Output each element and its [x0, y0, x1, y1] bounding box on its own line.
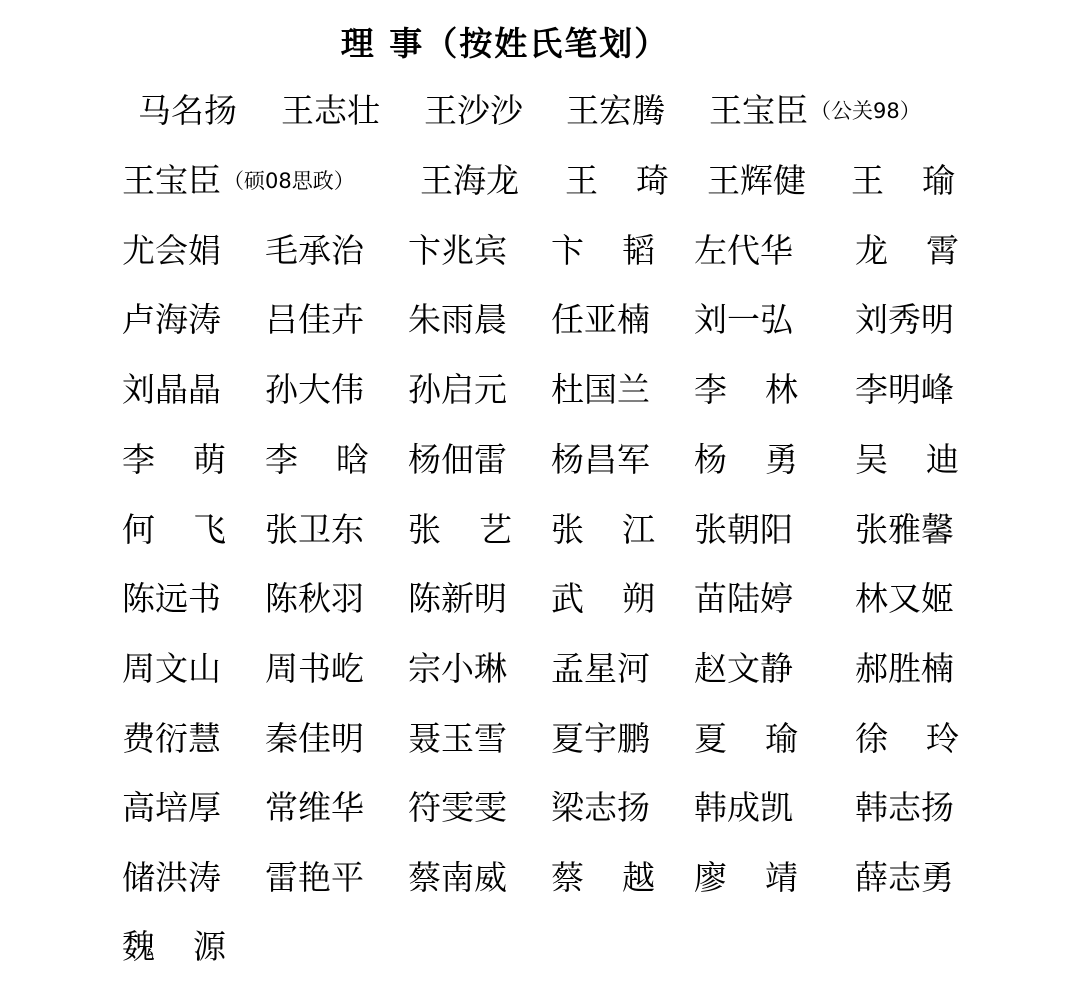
name-char: 龙 — [855, 231, 888, 270]
name-char: 李 — [122, 440, 155, 479]
name-text: 马名扬 — [138, 91, 237, 130]
name-char: 江 — [622, 510, 655, 549]
name-text: 毛承治 — [265, 231, 364, 270]
member-name — [265, 295, 364, 345]
name-text: 王海龙 — [420, 161, 519, 200]
roster-row — [0, 226, 1080, 276]
name-text: 王宏腾 — [566, 91, 665, 130]
name-text: 周文山 — [122, 649, 221, 688]
member-name — [565, 156, 669, 206]
name-text: 王志壮 — [281, 91, 380, 130]
name-text: 卞兆宾 — [408, 231, 507, 270]
member-name — [265, 853, 364, 903]
name-text: 林又姬 — [855, 579, 954, 618]
member-name — [855, 714, 959, 764]
member-name — [265, 365, 364, 415]
member-name — [408, 295, 507, 345]
name-char: 李 — [265, 440, 298, 479]
name-text: 夏宇鹏 — [551, 719, 650, 758]
name-text: 尤会娟 — [122, 231, 221, 270]
member-name — [855, 783, 954, 833]
member-name — [551, 783, 650, 833]
name-text: 张雅馨 — [855, 510, 954, 549]
member-name — [122, 853, 221, 903]
roster-row — [0, 922, 1080, 972]
name-text: 宗小琳 — [408, 649, 507, 688]
member-name — [122, 783, 221, 833]
name-text: 孙大伟 — [265, 370, 364, 409]
member-name — [855, 226, 959, 276]
member-name — [694, 574, 793, 624]
member-name — [566, 86, 665, 136]
roster-row — [0, 574, 1080, 624]
roster-row — [0, 853, 1080, 903]
member-name — [408, 505, 512, 555]
member-name — [265, 574, 364, 624]
name-char: 源 — [193, 927, 226, 966]
name-note: （硕08思政） — [223, 169, 355, 193]
member-name — [694, 365, 798, 415]
name-char: 王 — [565, 161, 598, 200]
member-name — [855, 295, 954, 345]
name-char: 萌 — [193, 440, 226, 479]
member-name — [424, 86, 523, 136]
name-text: 陈秋羽 — [265, 579, 364, 618]
name-text: 李明峰 — [855, 370, 954, 409]
name-char: 魏 — [122, 927, 155, 966]
name-text: 雷艳平 — [265, 858, 364, 897]
member-name — [408, 714, 507, 764]
member-name — [408, 226, 507, 276]
name-text: 常维华 — [265, 788, 364, 827]
name-char: 越 — [622, 858, 655, 897]
member-name — [551, 714, 650, 764]
member-name — [138, 86, 237, 136]
name-text: 杨昌军 — [551, 440, 650, 479]
name-char: 晗 — [336, 440, 369, 479]
member-name — [851, 156, 955, 206]
name-text: 蔡南威 — [408, 858, 507, 897]
name-char: 朔 — [622, 579, 655, 618]
name-text: 孟星河 — [551, 649, 650, 688]
name-text: 张卫东 — [265, 510, 364, 549]
name-text: 张朝阳 — [694, 510, 793, 549]
member-name — [408, 574, 507, 624]
name-char: 张 — [408, 510, 441, 549]
name-char: 夏 — [694, 719, 727, 758]
roster-row — [0, 644, 1080, 694]
name-text: 费衍慧 — [122, 719, 221, 758]
member-name — [265, 505, 364, 555]
roster-row — [0, 783, 1080, 833]
name-char: 吴 — [855, 440, 888, 479]
member-name — [551, 574, 655, 624]
name-char: 武 — [551, 579, 584, 618]
name-text: 薛志勇 — [855, 858, 954, 897]
name-text: 王沙沙 — [424, 91, 523, 130]
name-text: 秦佳明 — [265, 719, 364, 758]
roster-row — [0, 156, 1080, 206]
name-char: 张 — [551, 510, 584, 549]
name-char: 林 — [765, 370, 798, 409]
member-name — [707, 156, 806, 206]
name-char: 琦 — [636, 161, 669, 200]
name-text: 梁志扬 — [551, 788, 650, 827]
name-text: 孙启元 — [408, 370, 507, 409]
name-char: 杨 — [694, 440, 727, 479]
name-text: 刘晶晶 — [122, 370, 221, 409]
member-name — [709, 86, 923, 136]
name-text: 左代华 — [694, 231, 793, 270]
member-name — [122, 226, 221, 276]
name-text: 杜国兰 — [551, 370, 650, 409]
roster-row — [0, 714, 1080, 764]
member-name — [694, 505, 793, 555]
member-name — [122, 574, 221, 624]
roster-row — [0, 505, 1080, 555]
member-name — [694, 714, 798, 764]
member-name — [122, 295, 221, 345]
roster-row — [0, 86, 1080, 136]
member-name — [265, 644, 364, 694]
roster-row — [0, 435, 1080, 485]
member-name — [551, 644, 650, 694]
member-name — [855, 435, 959, 485]
page-title: 理 事（按姓氏笔划） — [340, 24, 670, 63]
name-text: 郝胜楠 — [855, 649, 954, 688]
name-text: 吕佳卉 — [265, 300, 364, 339]
name-char: 迪 — [926, 440, 959, 479]
member-name — [420, 156, 519, 206]
member-name — [265, 783, 364, 833]
name-char: 韬 — [622, 231, 655, 270]
name-text: 王辉健 — [707, 161, 806, 200]
name-text: 高培厚 — [122, 788, 221, 827]
name-char: 靖 — [765, 858, 798, 897]
name-text: 刘一弘 — [694, 300, 793, 339]
member-name — [281, 86, 380, 136]
name-char: 瑜 — [765, 719, 798, 758]
member-name — [551, 505, 655, 555]
member-name — [694, 295, 793, 345]
name-char: 李 — [694, 370, 727, 409]
member-name — [694, 853, 798, 903]
name-text: 陈新明 — [408, 579, 507, 618]
member-name — [551, 435, 650, 485]
name-text: 韩志扬 — [855, 788, 954, 827]
name-note: （公关98） — [810, 99, 921, 123]
name-text: 韩成凯 — [694, 788, 793, 827]
member-name — [122, 505, 226, 555]
member-name — [855, 644, 954, 694]
name-text: 朱雨晨 — [408, 300, 507, 339]
name-char: 玲 — [926, 719, 959, 758]
member-name — [694, 644, 793, 694]
member-name — [694, 435, 798, 485]
roster-row — [0, 365, 1080, 415]
name-char: 瑜 — [922, 161, 955, 200]
name-char: 霄 — [926, 231, 959, 270]
name-text: 王宝臣 — [122, 161, 221, 200]
name-text: 聂玉雪 — [408, 719, 507, 758]
member-name — [265, 226, 364, 276]
member-name — [408, 783, 507, 833]
member-name — [408, 644, 507, 694]
name-char: 蔡 — [551, 858, 584, 897]
member-name — [694, 226, 793, 276]
roster-row — [0, 295, 1080, 345]
name-text: 周书屹 — [265, 649, 364, 688]
member-name — [855, 574, 954, 624]
member-name — [855, 505, 954, 555]
name-text: 储洪涛 — [122, 858, 221, 897]
name-text: 苗陆婷 — [694, 579, 793, 618]
member-name — [122, 435, 226, 485]
member-name — [122, 156, 357, 206]
member-name — [122, 922, 226, 972]
member-name — [855, 853, 954, 903]
member-name — [265, 435, 369, 485]
member-name — [551, 853, 655, 903]
name-text: 任亚楠 — [551, 300, 650, 339]
name-text: 卢海涛 — [122, 300, 221, 339]
name-char: 王 — [851, 161, 884, 200]
name-text: 刘秀明 — [855, 300, 954, 339]
name-text: 陈远书 — [122, 579, 221, 618]
member-name — [122, 365, 221, 415]
member-name — [551, 226, 655, 276]
name-text: 符雯雯 — [408, 788, 507, 827]
member-name — [408, 435, 507, 485]
member-name — [855, 365, 954, 415]
name-char: 飞 — [193, 510, 226, 549]
name-char: 廖 — [694, 858, 727, 897]
name-char: 艺 — [479, 510, 512, 549]
member-name — [551, 295, 650, 345]
name-char: 勇 — [765, 440, 798, 479]
member-name — [265, 714, 364, 764]
member-name — [408, 365, 507, 415]
member-name — [408, 853, 507, 903]
member-name — [122, 714, 221, 764]
member-name — [551, 365, 650, 415]
name-char: 何 — [122, 510, 155, 549]
name-text: 王宝臣 — [709, 91, 808, 130]
name-char: 徐 — [855, 719, 888, 758]
name-char: 卞 — [551, 231, 584, 270]
name-text: 杨佃雷 — [408, 440, 507, 479]
name-text: 赵文静 — [694, 649, 793, 688]
member-name — [694, 783, 793, 833]
member-name — [122, 644, 221, 694]
